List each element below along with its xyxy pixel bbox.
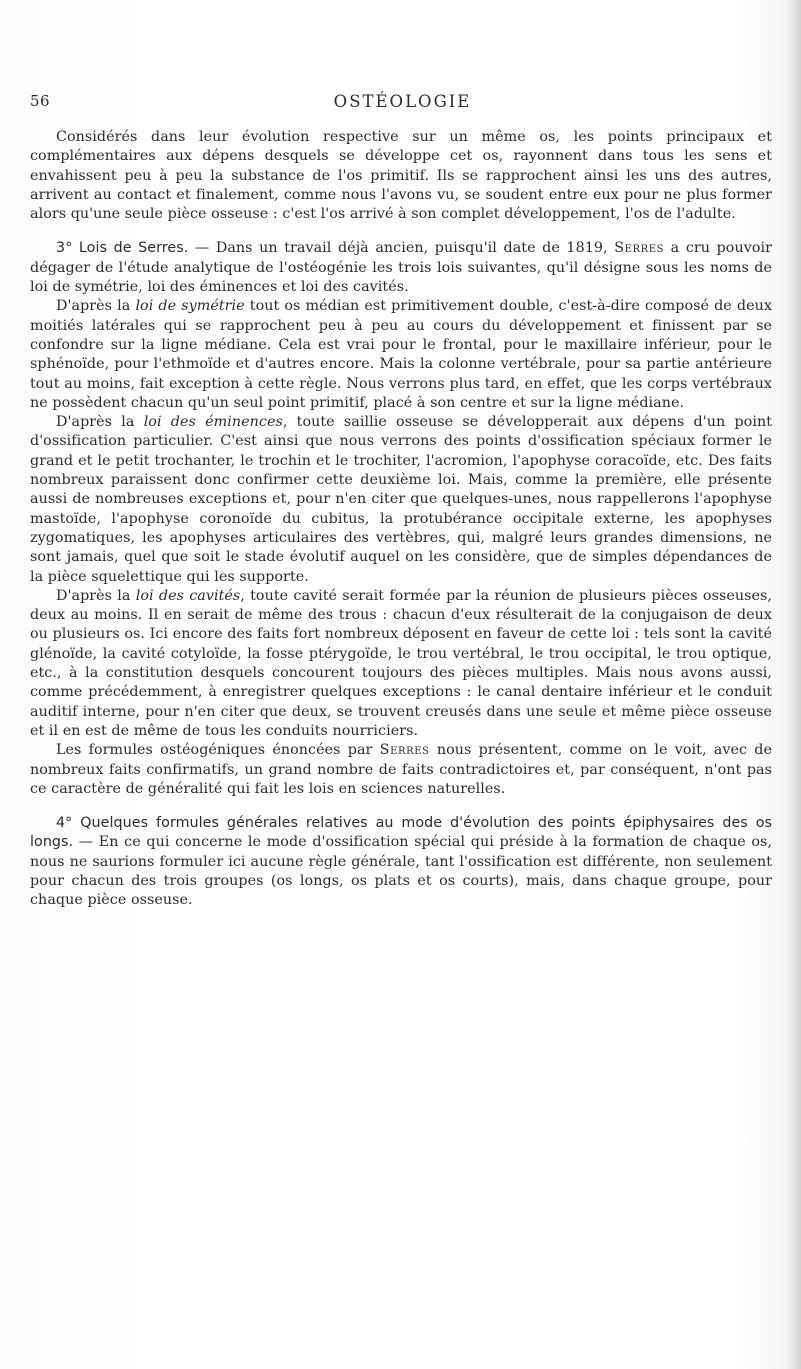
paragraph-text: , toute cavité serait formée par la réunion de plusieurs pièces osseuses, deux au moins. Il en serait de même des trous : chacun d'eux résulterait de la conjugaison de deux ou plusieurs os. Ici encore des faits fort nombreux déposent en faveur de cette loi : tels sont la cavité glénoïde, la cavité cotyloïde, la fosse ptérygoïde, le trou vertébral, le trou occipital, le trou optique, etc., à la constitution desquels concourent toujours des pièces multiples. Mais nous avons aussi, comme précédemment, à enregistrer quelques exceptions : le canal dentaire inférieur et le conduit auditif interne, pour n'en citer que deux, se trouvent creusés dans une seule et même pièce osseuse et il en est de même de tous les conduits nourriciers. xyxy=(30,587,773,739)
paragraph-text: , toute saillie osseuse se développerait aux dépens d'un point d'ossification particulier. C'est ainsi que nous verrons des points d'ossification spéciaux former le grand et le petit trochanter, le trochin et le trochiter, l'acromion, l'apophyse coracoïde, etc. Des faits nombreux paraissent donc confirmer cette deuxième loi. Mais, comme la première, elle présente aussi de nombreuses exceptions et, pour n'en citer que quelques-unes, nous rappellerons l'apophyse mastoïde, l'apophyse coronoïde du cubitus, la protubérance occipitale externe, les apophyses zygomatiques, les apophyses articulaires des vertèbres, qui, malgré leurs grandes dimensions, ne sont jamais, quel que soit le stade évolutif auquel on les considère, que de simples dépendances de la pièce squelettique qui les supporte. xyxy=(30,414,773,585)
paragraph-text: Considérés dans leur évolution respective sur un même os, les points principaux et complémentaires aux dépens desquels se développe cet os, rayonnent dans tous les sens et envahissent peu à peu la substance de l'os primitif. Ils se rapprochent ainsi les uns des autres, arrivent au contact et finalement, comme nous l'avons vu, se soudent entre eux pour ne plus former alors qu'une seule pièce osseuse : c'est l'os arrivé à son complet développement, l'os de l'adulte. xyxy=(30,129,772,223)
paragraph-text: — En ce qui concerne le mode d'ossification spécial qui préside à la formation de chaque os, nous ne saurions formuler ici aucune règle générale, tant l'ossification est différente, non seulement pour chacun des trois groupes (os longs, os plats et os courts), mais, dans chaque groupe, pour chaque pièce osseuse. xyxy=(30,834,772,909)
italic-term: loi des cavités xyxy=(135,587,241,604)
paragraph-intro xyxy=(30,128,772,224)
paragraph-text: — Dans un travail déjà ancien, puisqu'il date de 1819, xyxy=(188,240,615,257)
paragraph-formules-conclusion xyxy=(30,741,772,799)
paragraph-text: D'après la xyxy=(56,587,136,604)
section-gap xyxy=(30,799,772,814)
paragraph-text: nous présentent, comme on le voit, avec de nombreux faits confirmatifs, un grand nombre de faits contradictoires et, par conséquent, n'ont pas ce caractère de généralité qui fait les lois en sciences naturelles. xyxy=(30,742,773,797)
paragraph-text: Les formules ostéogéniques énoncées par xyxy=(56,742,380,759)
running-title: OSTÉOLOGIE xyxy=(333,92,472,111)
page-number: 56 xyxy=(30,92,51,110)
italic-term: loi de symétrie xyxy=(135,298,245,315)
paragraph-lois-de-serres xyxy=(30,239,772,297)
paragraph-formules-generales xyxy=(30,814,772,910)
page-edge-shadow xyxy=(785,0,801,1369)
author-name: Serres xyxy=(379,742,430,759)
section-gap xyxy=(30,224,772,239)
paragraph-loi-symetrie xyxy=(30,297,772,413)
paragraph-text: a cru pouvoir dégager de l'étude analytique de l'ostéogénie les trois lois suivantes, qu'il désigne sous les noms de loi de symétrie, loi des éminences et loi des cavités. xyxy=(30,240,773,296)
paragraph-text: D'après la xyxy=(56,298,136,315)
paragraph-text: D'après la xyxy=(56,414,144,431)
section-heading-formules-generales: 4° Quelques formules générales relatives au mode d'évolution des points épiphysaires des os longs. xyxy=(30,815,772,851)
italic-term: loi des éminences xyxy=(143,414,283,431)
author-name: Serres xyxy=(614,240,665,257)
page-header xyxy=(30,92,775,116)
body-text xyxy=(30,128,772,911)
paragraph-loi-cavites xyxy=(30,587,772,741)
paragraph-text: tout os médian est primitivement double, c'est-à-dire composé de deux moitiés latérales qui se rapprochent peu à peu au cours du développement et finissent par se confondre sur la ligne médiane. Cela est vrai pour le frontal, pour le maxillaire inférieur, pour le sphénoïde, pour l'ethmoïde et d'autres encore. Mais la colonne vertébrale, pour sa partie antérieure tout au moins, fait exception à cette règle. Nous verrons plus tard, en effet, que les corps vertébraux ne possèdent chacun qu'un seul point primitif, placé à son centre et sur la ligne médiane. xyxy=(30,298,772,411)
paragraph-loi-eminences xyxy=(30,413,772,587)
section-heading-lois-de-serres: 3° Lois de Serres. xyxy=(56,240,189,257)
